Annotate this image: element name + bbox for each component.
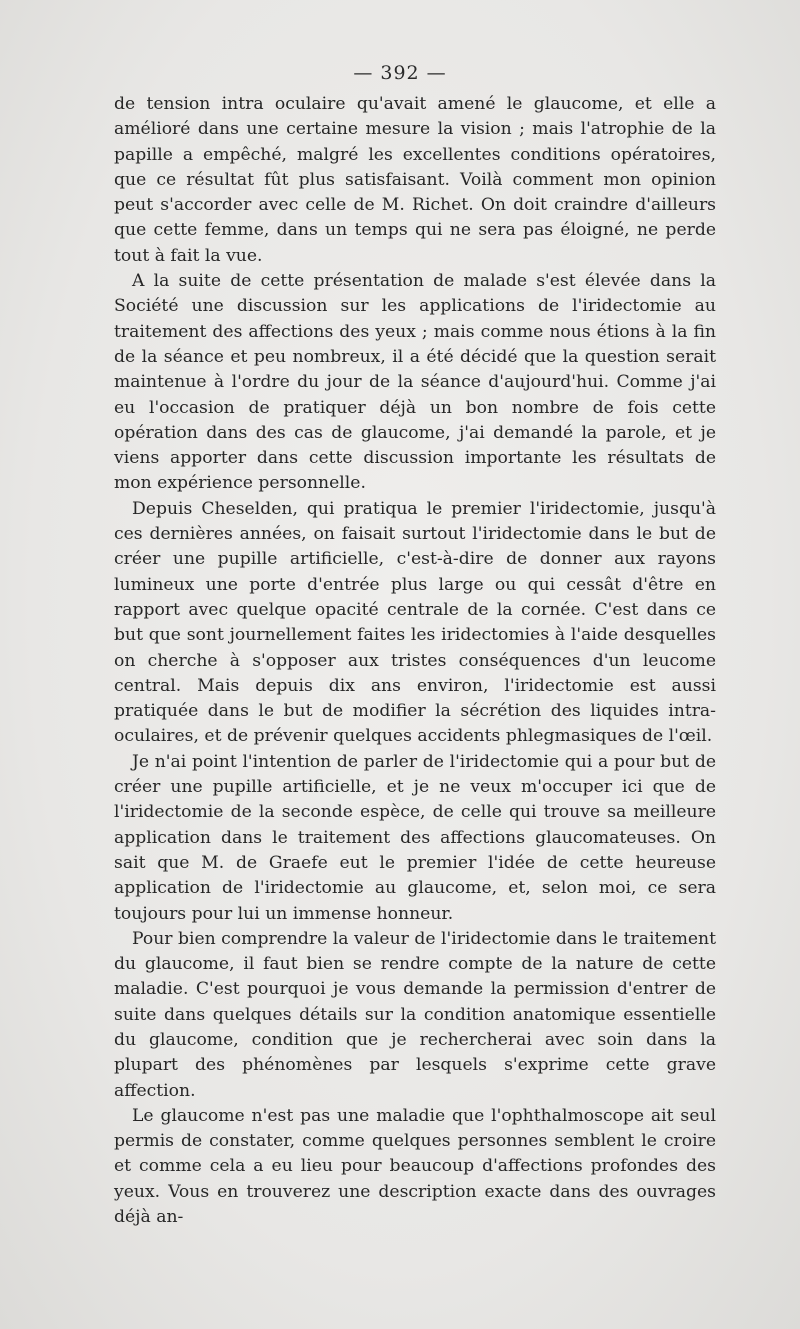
paragraph: Le glaucome n'est pas une maladie que l'ophthalmoscope ait seul permis de constater, comme quelques personnes semblent le croire et comme cela a eu lieu pour beaucoup d'affections profondes des yeux. Vous en trouverez une description exacte dans des ouvrages déjà an- bbox=[114, 1105, 716, 1228]
paragraph: Je n'ai point l'intention de parler de l'iridectomie qui a pour but de créer une pupille artificielle, et je ne veux m'occuper ici que de l'iridectomie de la seconde espèce, de celle qui trouve sa meilleure application dans le traitement des affections glaucomateuses. On sait que M. de Graefe eut le premier l'idée de cette heureuse application de l'iridectomie au glaucome, et, selon moi, ce sera toujours pour lui un immense honneur. bbox=[114, 751, 716, 924]
body-text bbox=[114, 92, 716, 1230]
page-number: — 392 — bbox=[353, 62, 447, 84]
paragraph: Pour bien comprendre la valeur de l'iridectomie dans le traitement du glaucome, il faut bien se rendre compte de la nature de cette maladie. C'est pourquoi je vous demande la permission d'entrer de suite dans quelques détails sur la condition anatomique essentielle du glaucome, condition que je rechercherai avec soin dans la plupart des phénomènes par lesquels s'exprime cette grave affection. bbox=[114, 928, 717, 1101]
paragraph: Depuis Cheselden, qui pratiqua le premier l'iridectomie, jusqu'à ces dernières années, on faisait surtout l'iridectomie dans le but de créer une pupille artificielle, c'est-à-dire de donner aux rayons lumineux une porte d'entrée plus large ou qui cessât d'être en rapport avec quelque opacité centrale de la cornée. C'est dans ce but que sont journellement faites les iridectomies à l'aide desquelles on cherche à s'opposer aux tristes conséquences d'un leucome central. Mais depuis dix ans environ, l'iridectomie est aussi pratiquée dans le but de modifier la sécrétion des liquides intra-oculaires, et de prévenir quelques accidents phlegmasiques de l'œil. bbox=[114, 498, 716, 747]
paragraph: A la suite de cette présentation de malade s'est élevée dans la Société une discussion sur les applications de l'iridectomie au traitement des affections des yeux ; mais comme nous étions à la fin de la séance et peu nombreux, il a été décidé que la question serait maintenue à l'ordre du jour de la séance d'aujourd'hui. Comme j'ai eu l'occasion de pratiquer déjà un bon nombre de fois cette opération dans des cas de glaucome, j'ai demandé la parole, et je viens apporter dans cette discussion importante les résultats de mon expérience personnelle. bbox=[114, 271, 716, 494]
paragraph-continuation: de tension intra oculaire qu'avait amené le glaucome, et elle a amélioré dans une certaine mesure la vision ; mais l'atrophie de la papille a empêché, malgré les excellentes conditions opératoires, que ce résultat fût plus satisfaisant. Voilà comment mon opinion peut s'accorder avec celle de M. Richet. On doit craindre d'ailleurs que cette femme, dans un temps qui ne sera pas éloigné, ne perde tout à fait la vue. bbox=[114, 94, 716, 266]
